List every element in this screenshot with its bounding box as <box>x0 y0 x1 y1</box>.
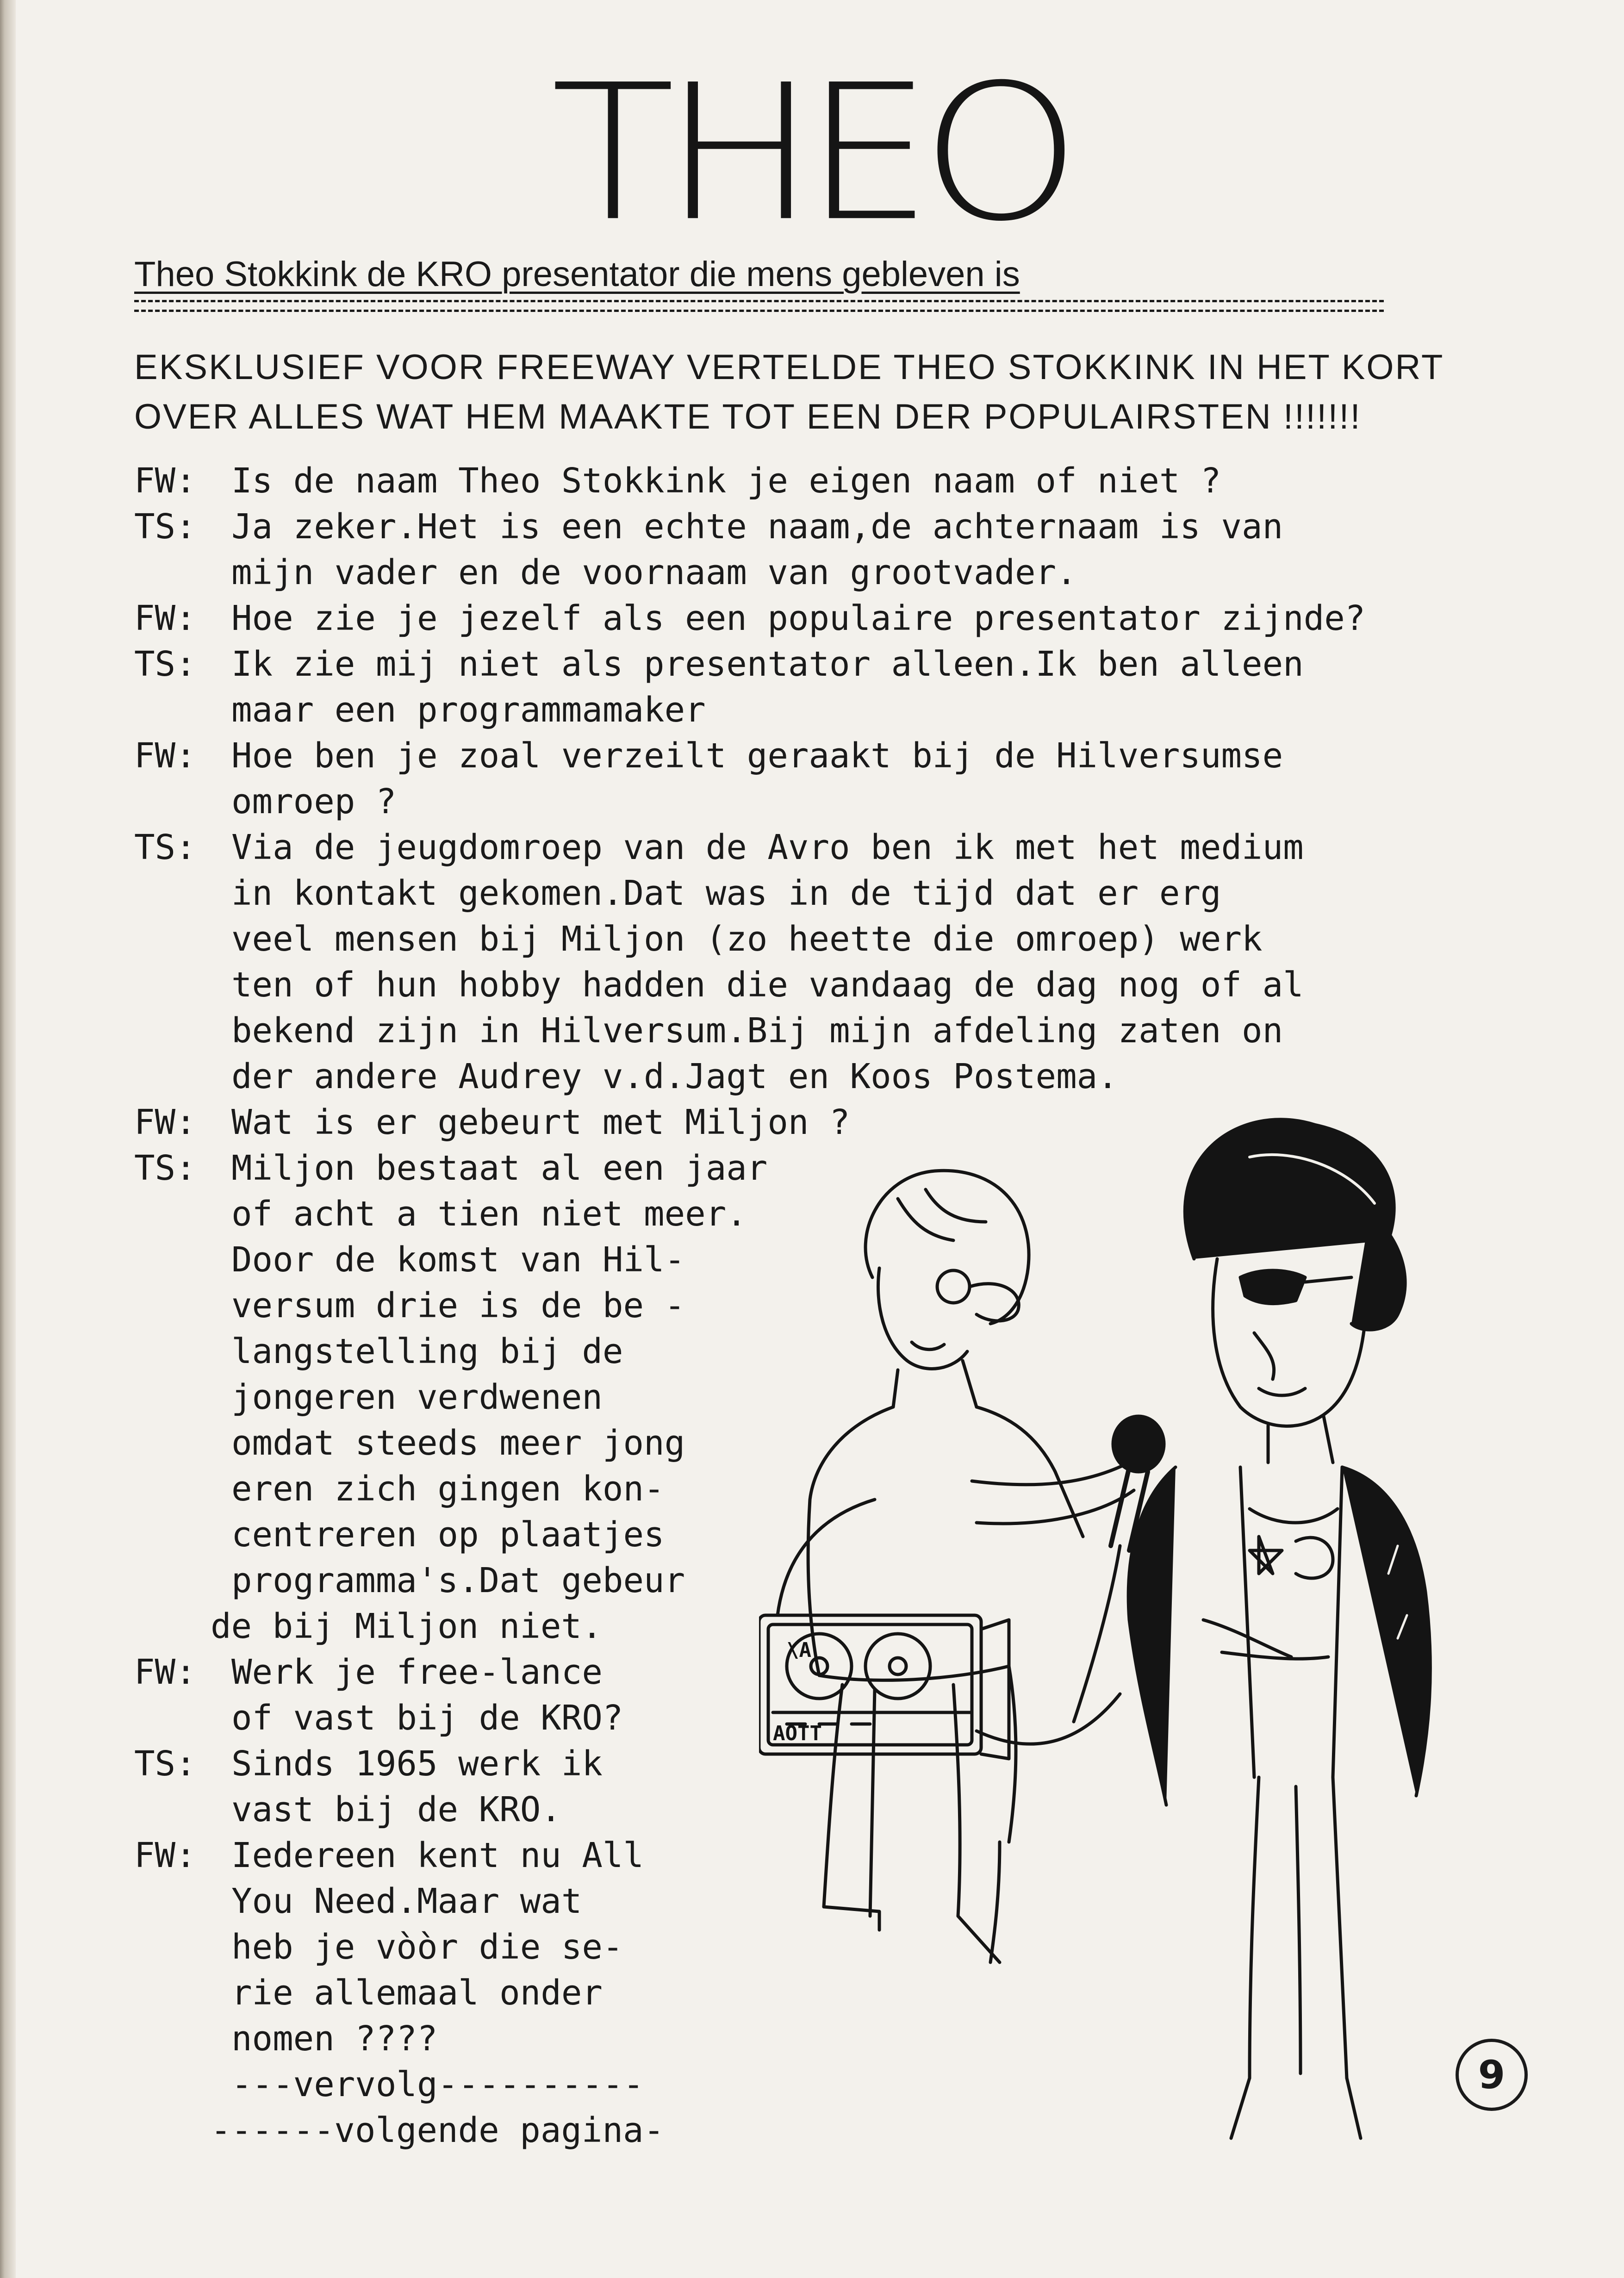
interview-entry <box>134 733 1592 825</box>
text-line: of acht a tien niet meer. <box>231 1194 747 1234</box>
speaker-label: FW: <box>134 1102 196 1142</box>
text-line: Miljon bestaat al een jaar <box>231 1148 768 1188</box>
text-line: centreren op plaatjes <box>231 1515 665 1555</box>
text-line: Ik zie mij niet als presentator alleen.Ik ben alleen <box>231 644 1304 684</box>
text-line: Is de naam Theo Stokkink je eigen naam of niet ? <box>231 461 1221 501</box>
speaker-label: FW: <box>134 736 196 776</box>
text-line: in kontakt gekomen.Dat was in de tijd dat er erg <box>231 873 1221 913</box>
text-line: Hoe zie je jezelf als een populaire presentator zijnde? <box>231 598 1366 638</box>
text-line: Door de komst van Hil- <box>231 1240 685 1280</box>
text-line: omdat steeds meer jong <box>231 1423 685 1463</box>
text-line: jongeren verdwenen <box>231 1377 603 1417</box>
interview-entry <box>134 641 1592 733</box>
text-line: Sinds 1965 werk ik <box>231 1744 603 1784</box>
text-line: de bij Miljon niet. <box>211 1606 603 1646</box>
interview-entry <box>134 504 1592 596</box>
speaker-label: FW: <box>134 1836 196 1875</box>
text-line: der andere Audrey v.d.Jagt en Koos Postema. <box>231 1057 1118 1096</box>
continued-marker: ------volgende pagina- <box>211 2110 665 2150</box>
text-line: You Need.Maar wat <box>231 1881 582 1921</box>
interview-entry <box>134 596 1592 641</box>
text-line: Ja zeker.Het is een echte naam,de achternaam is van <box>231 507 1283 547</box>
intro-line: OVER ALLES WAT HEM MAAKTE TOT EEN DER POPULAIRSTEN !!!!!!! <box>134 397 1362 436</box>
text-line: vast bij de KRO. <box>231 1790 561 1830</box>
intro-line: EKSKLUSIEF VOOR FREEWAY VERTELDE THEO STOKKINK IN HET KORT <box>134 348 1444 387</box>
text-line: Werk je free-lance <box>231 1652 603 1692</box>
intro-paragraph <box>134 342 1546 442</box>
text-line: maar een programmamaker <box>231 690 706 730</box>
text-line: langstelling bij de <box>231 1332 623 1371</box>
text-line: bekend zijn in Hilversum.Bij mijn afdeling zaten on <box>231 1011 1283 1051</box>
interview-entry <box>134 825 1592 1100</box>
text-line: nomen ???? <box>231 2019 438 2059</box>
page-edge <box>0 0 16 2278</box>
interviewer-figure <box>808 1170 1134 1962</box>
text-line: Wat is er gebeurt met Miljon ? <box>231 1102 850 1142</box>
text-line: mijn vader en de voornaam van grootvader. <box>231 553 1077 592</box>
continued-marker: ---vervolg---------- <box>231 2065 644 2104</box>
text-line: Via de jeugdomroep van de Avro ben ik met het medium <box>231 828 1304 867</box>
speaker-label: FW: <box>134 598 196 638</box>
page-title: THEO <box>551 44 1069 262</box>
text-line: ten of hun hobby hadden die vandaag de dag nog of al <box>231 965 1304 1005</box>
text-line: omroep ? <box>231 782 397 822</box>
speaker-label: FW: <box>134 1652 196 1692</box>
text-line: of vast bij de KRO? <box>231 1698 623 1738</box>
speaker-label: TS: <box>134 644 196 684</box>
text-line: eren zich gingen kon- <box>231 1469 665 1509</box>
article-subtitle: Theo Stokkink de KRO presentator die mens gebleven is <box>134 255 1020 294</box>
text-line: versum drie is de be - <box>231 1286 685 1326</box>
recorder-label-bottom: AOTT <box>773 1722 822 1745</box>
double-rule-divider <box>134 300 1384 312</box>
speaker-label: TS: <box>134 1744 196 1784</box>
recorder-label-top: \A <box>787 1638 811 1662</box>
interview-illustration <box>759 1083 1537 2194</box>
speaker-label: TS: <box>134 1148 196 1188</box>
text-line: veel mensen bij Miljon (zo heette die omroep) werk <box>231 919 1263 959</box>
interview-entry <box>134 458 1592 504</box>
speaker-label: TS: <box>134 507 196 547</box>
page-number: 9 <box>1456 2039 1528 2111</box>
text-line: Iedereen kent nu All <box>231 1836 644 1875</box>
speaker-label: FW: <box>134 461 196 501</box>
text-line: Hoe ben je zoal verzeilt geraakt bij de Hilversumse <box>231 736 1283 776</box>
text-line: rie allemaal onder <box>231 1973 603 2013</box>
text-line: heb je vòòr die se- <box>231 1927 623 1967</box>
text-line: programma's.Dat gebeur <box>231 1561 685 1600</box>
interviewee-figure <box>1128 1120 1430 2138</box>
speaker-label: TS: <box>134 828 196 867</box>
